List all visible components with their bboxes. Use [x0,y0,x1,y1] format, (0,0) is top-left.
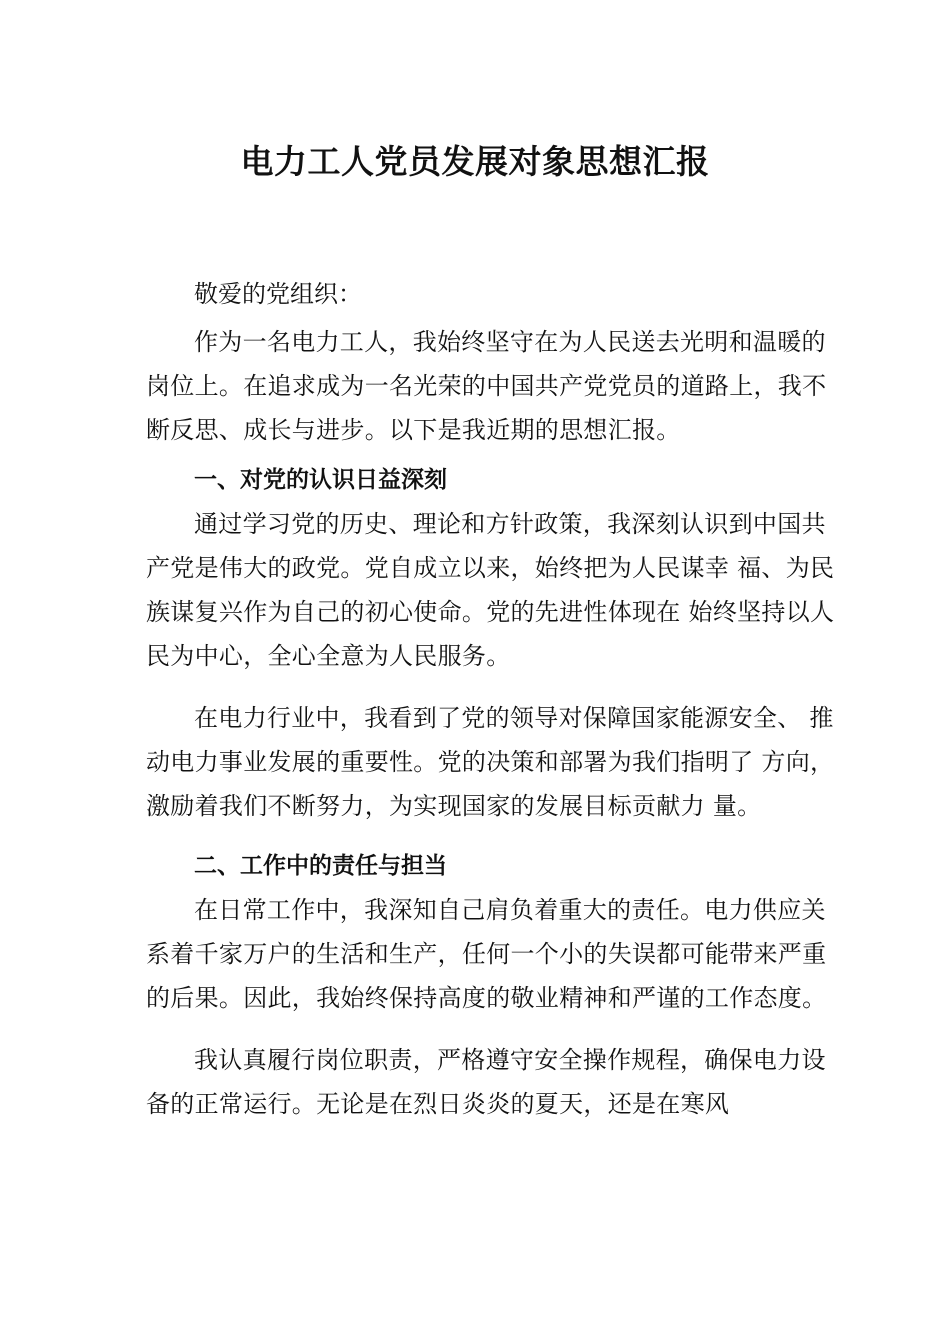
section-2-paragraph-1: 在日常工作中，我深知自己肩负着重大的责任。电力供应关系着千家万户的生活和生产，任何一个小的失误都可能带来严重的后果。因此，我始终保持高度的敬业精神和严谨的工作态度。 [146,896,827,1012]
section-heading-2: 二、工作中的责任与担当 [194,853,447,879]
intro-paragraph: 作为一名电力工人，我始终坚守在为人民送去光明和温暖的岗位上。在追求成为一名光荣的中国共产党党员的道路上，我不断反思、成长与进步。以下是我近期的思想汇报。 [146,328,827,444]
section-2-paragraph-2: 我认真履行岗位职责，严格遵守安全操作规程，确保电力设备的正常运行。无论是在烈日炎炎的夏天，还是在寒风 [146,1046,826,1118]
salutation: 敬爱的党组织： [194,280,362,308]
section-heading-1: 一、对党的认识日益深刻 [194,467,447,493]
document-title: 电力工人党员发展对象思想汇报 [240,142,710,181]
document-body [146,272,836,1126]
section-1-paragraph-1: 通过学习党的历史、理论和方针政策，我深刻认识到中国共产党是伟大的政党。党自成立以来，始终把为人民谋幸 福、为民族谋复兴作为自己的初心使命。党的先进性体现在 始终坚持以人民为中心，全心全意为人民服务。 [146,510,835,670]
section-1-paragraph-2: 在电力行业中，我看到了党的领导对保障国家能源安全、 推动电力事业发展的重要性。党的决策和部署为我们指明了 方向，激励着我们不断努力，为实现国家的发展目标贡献力 量。 [146,704,835,820]
